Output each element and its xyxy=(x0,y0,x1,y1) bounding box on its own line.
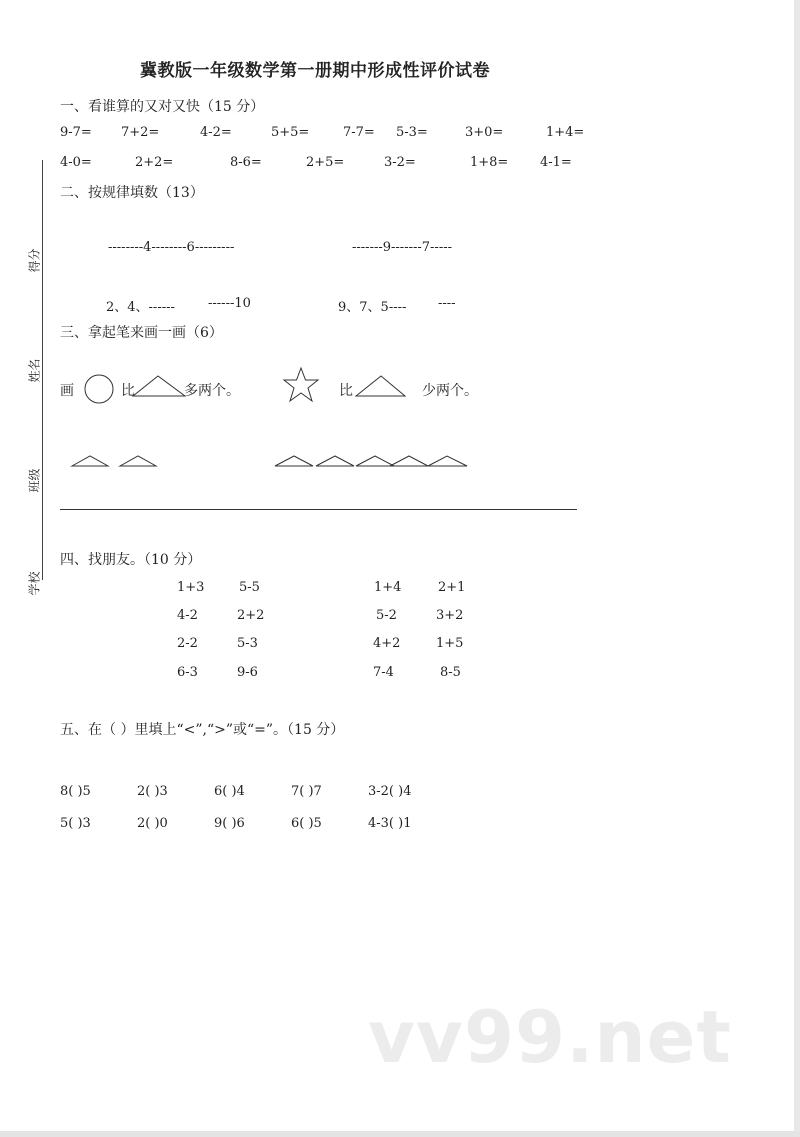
number-sequence: --------4--------6--------- xyxy=(108,240,235,255)
compare-label: 比 xyxy=(339,383,353,399)
triangle-group-icon xyxy=(273,453,471,469)
comparison-blank: 3-2( )4 xyxy=(368,784,412,799)
expression: 4+2 xyxy=(373,636,401,651)
equation: 4-2= xyxy=(200,125,232,140)
number-sequence: -------9-------7----- xyxy=(352,240,453,255)
equation: 1+4= xyxy=(546,125,585,140)
comparison-blank: 9( )6 xyxy=(214,816,245,831)
expression: 8-5 xyxy=(440,665,461,680)
number-sequence: ---- xyxy=(438,296,456,311)
expression: 7-4 xyxy=(373,665,394,680)
equation: 8-6= xyxy=(230,155,262,170)
comparison-blank: 5( )3 xyxy=(60,816,91,831)
compare-label: 比 xyxy=(121,383,135,399)
expression: 5-5 xyxy=(239,580,260,595)
equation: 3+0= xyxy=(465,125,504,140)
expression: 2+1 xyxy=(438,580,466,595)
equation: 7-7= xyxy=(343,125,375,140)
page-edge xyxy=(794,0,800,1137)
section3-heading: 三、拿起笔来画一画（6） xyxy=(60,325,223,341)
expression: 4-2 xyxy=(177,608,198,623)
binding-label-class: 班级 xyxy=(27,468,42,493)
section4-heading: 四、找朋友。（10 分） xyxy=(60,552,202,568)
divider xyxy=(60,509,577,510)
expression: 1+4 xyxy=(374,580,402,595)
expression: 3+2 xyxy=(436,608,464,623)
circle-icon xyxy=(84,373,116,405)
section5-heading: 五、在（ ）里填上“<”,“>”或“=”。（15 分） xyxy=(60,722,345,738)
triangle-group-icon xyxy=(70,453,160,469)
more-label: 多两个。 xyxy=(184,383,240,399)
comparison-blank: 8( )5 xyxy=(60,784,91,799)
section1-heading: 一、看谁算的又对又快（15 分） xyxy=(60,99,265,115)
equation: 5-3= xyxy=(396,125,428,140)
triangle-icon xyxy=(355,373,407,399)
comparison-blank: 7( )7 xyxy=(291,784,322,799)
section2-heading: 二、按规律填数（13） xyxy=(60,185,204,201)
less-label: 少两个。 xyxy=(422,383,478,399)
binding-label-name: 姓名 xyxy=(27,358,42,383)
expression: 1+3 xyxy=(177,580,205,595)
equation: 4-0= xyxy=(60,155,92,170)
watermark: vv99.net xyxy=(368,995,732,1079)
equation: 3-2= xyxy=(384,155,416,170)
page-title: 冀教版一年级数学第一册期中形成性评价试卷 xyxy=(140,61,490,81)
comparison-blank: 2( )3 xyxy=(137,784,168,799)
number-sequence: 2、4、------ xyxy=(106,300,175,315)
equation: 4-1= xyxy=(540,155,572,170)
comparison-blank: 6( )5 xyxy=(291,816,322,831)
expression: 2-2 xyxy=(177,636,198,651)
expression: 1+5 xyxy=(436,636,464,651)
expression: 9-6 xyxy=(237,665,258,680)
equation: 1+8= xyxy=(470,155,509,170)
page-edge-bottom xyxy=(0,1131,800,1137)
equation: 5+5= xyxy=(271,125,310,140)
star-icon xyxy=(282,367,320,403)
expression: 5-2 xyxy=(376,608,397,623)
number-sequence: ------10 xyxy=(208,296,251,311)
equation: 2+5= xyxy=(306,155,345,170)
binding-label-school: 学校 xyxy=(27,571,42,596)
expression: 5-3 xyxy=(237,636,258,651)
number-sequence: 9、7、5---- xyxy=(338,300,407,315)
comparison-blank: 2( )0 xyxy=(137,816,168,831)
equation: 2+2= xyxy=(135,155,174,170)
triangle-icon xyxy=(131,373,187,399)
equation: 9-7= xyxy=(60,125,92,140)
equation: 7+2= xyxy=(121,125,160,140)
expression: 6-3 xyxy=(177,665,198,680)
binding-label-score: 得分 xyxy=(27,248,42,273)
draw-label: 画 xyxy=(60,383,74,399)
comparison-blank: 6( )4 xyxy=(214,784,245,799)
comparison-blank: 4-3( )1 xyxy=(368,816,412,831)
expression: 2+2 xyxy=(237,608,265,623)
